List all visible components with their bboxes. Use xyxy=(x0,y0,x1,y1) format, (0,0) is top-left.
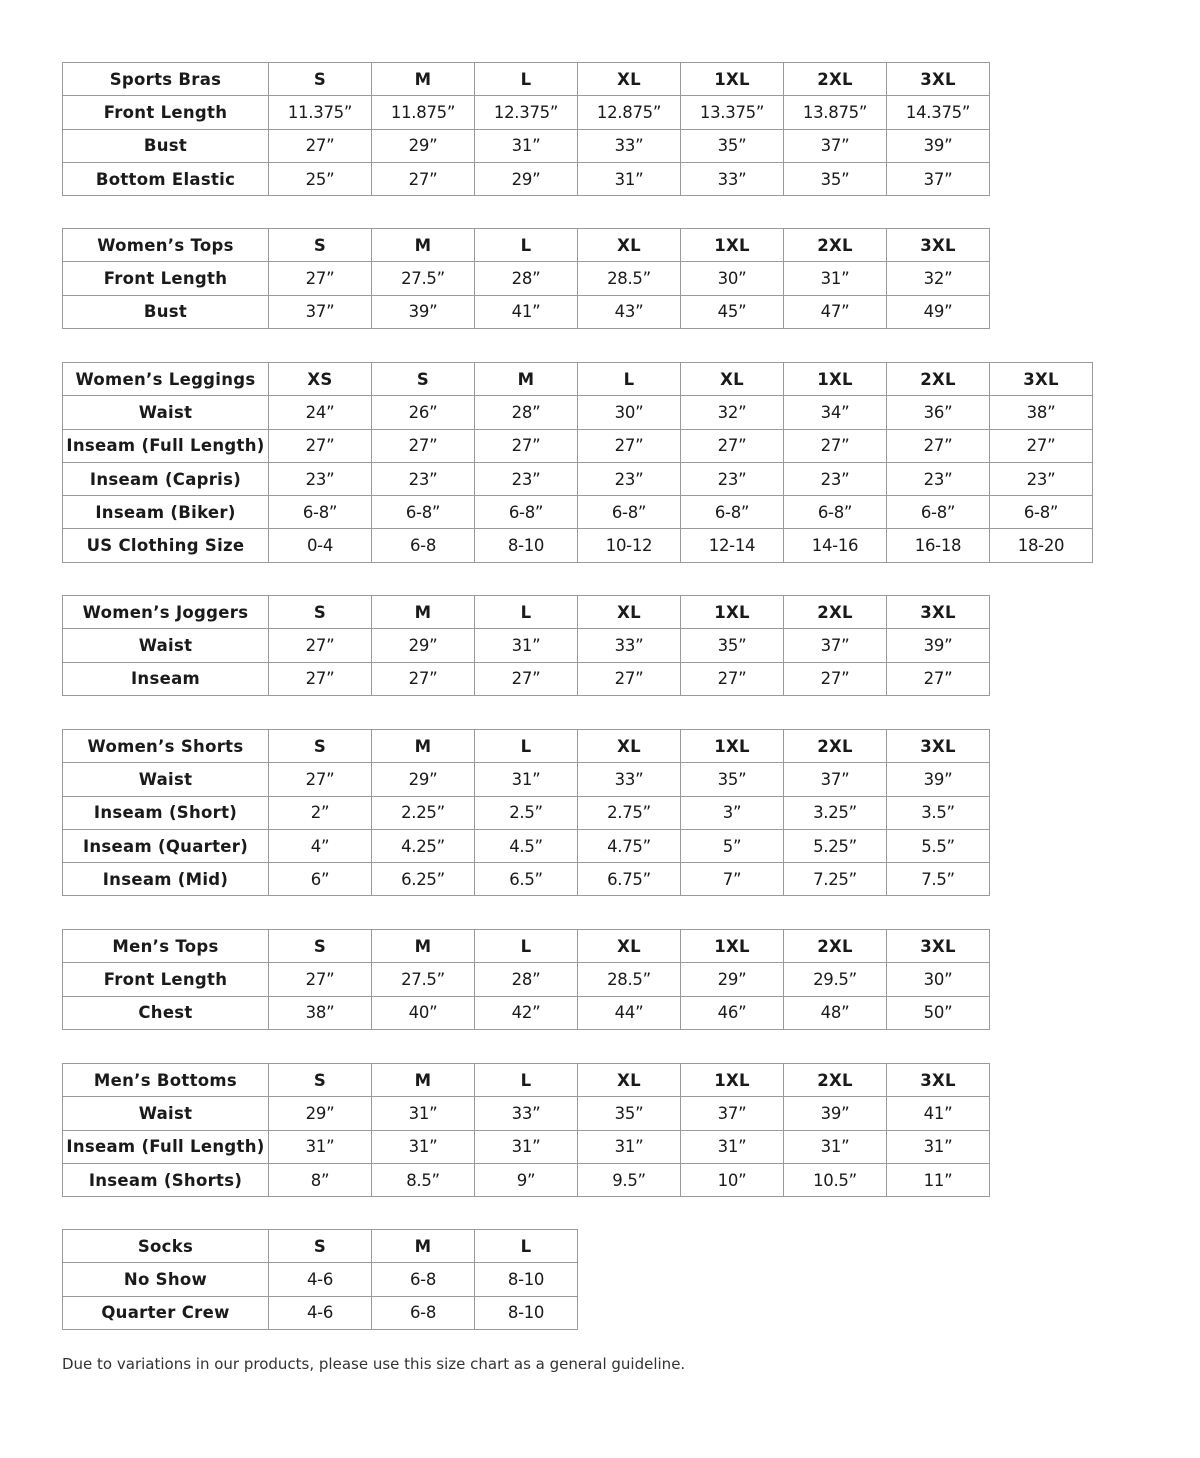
measurement-cell: 6.75” xyxy=(578,863,681,896)
measurement-cell: 27” xyxy=(681,429,784,462)
measurement-cell: 27” xyxy=(269,429,372,462)
table-row xyxy=(63,396,1093,429)
table-row xyxy=(63,662,990,695)
measurement-cell: 37” xyxy=(784,629,887,662)
measurement-cell: 48” xyxy=(784,996,887,1029)
measurement-cell: 31” xyxy=(784,262,887,295)
size-header: 2XL xyxy=(784,730,887,763)
measurement-cell: 2.25” xyxy=(372,796,475,829)
row-label: US Clothing Size xyxy=(63,529,269,562)
table-title: Women’s Leggings xyxy=(63,363,269,396)
measurement-cell: 23” xyxy=(784,462,887,495)
sports-bras-table xyxy=(62,62,990,196)
size-header: S xyxy=(269,229,372,262)
table-row xyxy=(63,1263,578,1296)
measurement-cell: 14-16 xyxy=(784,529,887,562)
table-title: Men’s Tops xyxy=(63,930,269,963)
measurement-cell: 6-8” xyxy=(475,496,578,529)
measurement-cell: 6-8” xyxy=(372,496,475,529)
measurement-cell: 37” xyxy=(784,763,887,796)
measurement-cell: 27” xyxy=(269,129,372,162)
size-header: M xyxy=(372,1230,475,1263)
footnote: Due to variations in our products, please use this size chart as a general guideline. xyxy=(62,1355,686,1373)
measurement-cell: 6-8” xyxy=(990,496,1093,529)
measurement-cell: 28.5” xyxy=(578,963,681,996)
measurement-cell: 4” xyxy=(269,829,372,862)
row-label: Inseam (Biker) xyxy=(63,496,269,529)
measurement-cell: 35” xyxy=(681,129,784,162)
measurement-cell: 9” xyxy=(475,1163,578,1196)
row-label: Waist xyxy=(63,396,269,429)
size-header: XL xyxy=(578,730,681,763)
measurement-cell: 31” xyxy=(578,162,681,195)
measurement-cell: 27” xyxy=(269,262,372,295)
measurement-cell: 27.5” xyxy=(372,262,475,295)
measurement-cell: 6-8 xyxy=(372,1263,475,1296)
measurement-cell: 29” xyxy=(269,1097,372,1130)
table-row xyxy=(63,763,990,796)
size-header: L xyxy=(578,363,681,396)
row-label: Front Length xyxy=(63,262,269,295)
table-header-row xyxy=(63,1064,990,1097)
measurement-cell: 29” xyxy=(681,963,784,996)
mens-bottoms-table xyxy=(62,1063,990,1197)
measurement-cell: 37” xyxy=(887,162,990,195)
measurement-cell: 8-10 xyxy=(475,529,578,562)
table-title: Women’s Joggers xyxy=(63,596,269,629)
size-header: 2XL xyxy=(784,596,887,629)
womens-leggings-table xyxy=(62,362,1093,563)
table-row xyxy=(63,529,1093,562)
size-header: XL xyxy=(578,930,681,963)
table-row xyxy=(63,129,990,162)
measurement-cell: 31” xyxy=(475,763,578,796)
measurement-cell: 30” xyxy=(578,396,681,429)
measurement-cell: 33” xyxy=(681,162,784,195)
measurement-cell: 27” xyxy=(269,629,372,662)
row-label: Quarter Crew xyxy=(63,1296,269,1329)
measurement-cell: 10-12 xyxy=(578,529,681,562)
measurement-cell: 4-6 xyxy=(269,1296,372,1329)
measurement-cell: 49” xyxy=(887,295,990,328)
size-header: XS xyxy=(269,363,372,396)
measurement-cell: 23” xyxy=(990,462,1093,495)
table-row xyxy=(63,1130,990,1163)
measurement-cell: 31” xyxy=(578,1130,681,1163)
table-title: Men’s Bottoms xyxy=(63,1064,269,1097)
size-header: 1XL xyxy=(681,596,784,629)
measurement-cell: 23” xyxy=(681,462,784,495)
measurement-cell: 4.75” xyxy=(578,829,681,862)
measurement-cell: 47” xyxy=(784,295,887,328)
measurement-cell: 0-4 xyxy=(269,529,372,562)
measurement-cell: 5.25” xyxy=(784,829,887,862)
measurement-cell: 27.5” xyxy=(372,963,475,996)
measurement-cell: 27” xyxy=(269,963,372,996)
measurement-cell: 6.5” xyxy=(475,863,578,896)
measurement-cell: 44” xyxy=(578,996,681,1029)
size-header: 2XL xyxy=(784,229,887,262)
size-header: S xyxy=(269,1230,372,1263)
size-header: L xyxy=(475,730,578,763)
measurement-cell: 8” xyxy=(269,1163,372,1196)
table-row xyxy=(63,963,990,996)
measurement-cell: 23” xyxy=(475,462,578,495)
row-label: Front Length xyxy=(63,963,269,996)
measurement-cell: 39” xyxy=(887,629,990,662)
size-header: XL xyxy=(578,596,681,629)
size-header: 3XL xyxy=(887,1064,990,1097)
measurement-cell: 32” xyxy=(887,262,990,295)
size-header: L xyxy=(475,930,578,963)
size-header: S xyxy=(269,1064,372,1097)
table-header-row xyxy=(63,930,990,963)
size-header: M xyxy=(372,63,475,96)
row-label: Front Length xyxy=(63,96,269,129)
table-header-row xyxy=(63,363,1093,396)
row-label: Inseam (Capris) xyxy=(63,462,269,495)
measurement-cell: 18-20 xyxy=(990,529,1093,562)
size-header: M xyxy=(475,363,578,396)
table-row xyxy=(63,496,1093,529)
measurement-cell: 29” xyxy=(475,162,578,195)
measurement-cell: 43” xyxy=(578,295,681,328)
row-label: Bust xyxy=(63,129,269,162)
measurement-cell: 7” xyxy=(681,863,784,896)
measurement-cell: 41” xyxy=(475,295,578,328)
size-header: 3XL xyxy=(887,63,990,96)
size-header: S xyxy=(269,730,372,763)
measurement-cell: 39” xyxy=(887,129,990,162)
measurement-cell: 11.875” xyxy=(372,96,475,129)
measurement-cell: 42” xyxy=(475,996,578,1029)
size-header: 1XL xyxy=(784,363,887,396)
measurement-cell: 35” xyxy=(784,162,887,195)
row-label: Bottom Elastic xyxy=(63,162,269,195)
measurement-cell: 29” xyxy=(372,129,475,162)
size-header: L xyxy=(475,229,578,262)
size-header: 2XL xyxy=(784,63,887,96)
measurement-cell: 30” xyxy=(681,262,784,295)
measurement-cell: 6-8 xyxy=(372,529,475,562)
table-row xyxy=(63,162,990,195)
table-row xyxy=(63,96,990,129)
measurement-cell: 32” xyxy=(681,396,784,429)
measurement-cell: 23” xyxy=(269,462,372,495)
size-header: 2XL xyxy=(887,363,990,396)
measurement-cell: 34” xyxy=(784,396,887,429)
measurement-cell: 23” xyxy=(887,462,990,495)
measurement-cell: 27” xyxy=(475,429,578,462)
measurement-cell: 50” xyxy=(887,996,990,1029)
size-header: 3XL xyxy=(887,730,990,763)
row-label: Inseam (Short) xyxy=(63,796,269,829)
measurement-cell: 45” xyxy=(681,295,784,328)
measurement-cell: 2” xyxy=(269,796,372,829)
measurement-cell: 31” xyxy=(475,1130,578,1163)
size-header: L xyxy=(475,63,578,96)
table-header-row xyxy=(63,596,990,629)
measurement-cell: 27” xyxy=(578,662,681,695)
size-header: M xyxy=(372,229,475,262)
measurement-cell: 3.25” xyxy=(784,796,887,829)
table-header-row xyxy=(63,1230,578,1263)
measurement-cell: 11” xyxy=(887,1163,990,1196)
measurement-cell: 31” xyxy=(372,1097,475,1130)
measurement-cell: 28” xyxy=(475,963,578,996)
measurement-cell: 3.5” xyxy=(887,796,990,829)
measurement-cell: 14.375” xyxy=(887,96,990,129)
size-header: 3XL xyxy=(887,596,990,629)
row-label: Inseam xyxy=(63,662,269,695)
measurement-cell: 29.5” xyxy=(784,963,887,996)
measurement-cell: 35” xyxy=(578,1097,681,1130)
size-header: 3XL xyxy=(887,229,990,262)
measurement-cell: 46” xyxy=(681,996,784,1029)
table-row xyxy=(63,462,1093,495)
measurement-cell: 10” xyxy=(681,1163,784,1196)
table-title: Sports Bras xyxy=(63,63,269,96)
measurement-cell: 36” xyxy=(887,396,990,429)
measurement-cell: 37” xyxy=(269,295,372,328)
measurement-cell: 37” xyxy=(784,129,887,162)
measurement-cell: 24” xyxy=(269,396,372,429)
measurement-cell: 27” xyxy=(681,662,784,695)
measurement-cell: 8-10 xyxy=(475,1296,578,1329)
measurement-cell: 38” xyxy=(269,996,372,1029)
measurement-cell: 33” xyxy=(475,1097,578,1130)
measurement-cell: 27” xyxy=(887,662,990,695)
table-title: Socks xyxy=(63,1230,269,1263)
measurement-cell: 23” xyxy=(372,462,475,495)
size-header: L xyxy=(475,596,578,629)
row-label: Waist xyxy=(63,629,269,662)
measurement-cell: 23” xyxy=(578,462,681,495)
measurement-cell: 6” xyxy=(269,863,372,896)
table-row xyxy=(63,262,990,295)
measurement-cell: 27” xyxy=(475,662,578,695)
size-header: S xyxy=(269,63,372,96)
row-label: Waist xyxy=(63,763,269,796)
table-row xyxy=(63,829,990,862)
measurement-cell: 9.5” xyxy=(578,1163,681,1196)
measurement-cell: 28” xyxy=(475,262,578,295)
measurement-cell: 27” xyxy=(784,429,887,462)
measurement-cell: 31” xyxy=(784,1130,887,1163)
measurement-cell: 6-8 xyxy=(372,1296,475,1329)
measurement-cell: 4.5” xyxy=(475,829,578,862)
measurement-cell: 7.25” xyxy=(784,863,887,896)
measurement-cell: 13.875” xyxy=(784,96,887,129)
measurement-cell: 41” xyxy=(887,1097,990,1130)
measurement-cell: 29” xyxy=(372,763,475,796)
measurement-cell: 6-8” xyxy=(681,496,784,529)
measurement-cell: 39” xyxy=(372,295,475,328)
measurement-cell: 2.75” xyxy=(578,796,681,829)
measurement-cell: 27” xyxy=(269,763,372,796)
womens-tops-table xyxy=(62,228,990,329)
size-header: L xyxy=(475,1064,578,1097)
table-row xyxy=(63,1097,990,1130)
table-row xyxy=(63,629,990,662)
measurement-cell: 4-6 xyxy=(269,1263,372,1296)
table-title: Women’s Tops xyxy=(63,229,269,262)
size-header: 3XL xyxy=(887,930,990,963)
table-row xyxy=(63,295,990,328)
table-row xyxy=(63,796,990,829)
size-header: S xyxy=(269,596,372,629)
measurement-cell: 12-14 xyxy=(681,529,784,562)
table-header-row xyxy=(63,730,990,763)
size-header: 3XL xyxy=(990,363,1093,396)
measurement-cell: 6-8” xyxy=(887,496,990,529)
table-header-row xyxy=(63,229,990,262)
size-header: 2XL xyxy=(784,930,887,963)
measurement-cell: 31” xyxy=(475,129,578,162)
measurement-cell: 40” xyxy=(372,996,475,1029)
measurement-cell: 37” xyxy=(681,1097,784,1130)
socks-table xyxy=(62,1229,578,1330)
size-header: L xyxy=(475,1230,578,1263)
measurement-cell: 4.25” xyxy=(372,829,475,862)
measurement-cell: 6-8” xyxy=(269,496,372,529)
measurement-cell: 35” xyxy=(681,763,784,796)
measurement-cell: 28.5” xyxy=(578,262,681,295)
row-label: Chest xyxy=(63,996,269,1029)
measurement-cell: 8.5” xyxy=(372,1163,475,1196)
measurement-cell: 28” xyxy=(475,396,578,429)
table-row xyxy=(63,996,990,1029)
measurement-cell: 27” xyxy=(372,162,475,195)
measurement-cell: 33” xyxy=(578,763,681,796)
measurement-cell: 31” xyxy=(269,1130,372,1163)
measurement-cell: 26” xyxy=(372,396,475,429)
size-header: XL xyxy=(578,63,681,96)
womens-shorts-table xyxy=(62,729,990,896)
size-header: 1XL xyxy=(681,730,784,763)
size-header: M xyxy=(372,596,475,629)
row-label: No Show xyxy=(63,1263,269,1296)
mens-tops-table xyxy=(62,929,990,1030)
row-label: Inseam (Shorts) xyxy=(63,1163,269,1196)
size-header: 2XL xyxy=(784,1064,887,1097)
measurement-cell: 31” xyxy=(372,1130,475,1163)
row-label: Inseam (Mid) xyxy=(63,863,269,896)
measurement-cell: 6.25” xyxy=(372,863,475,896)
measurement-cell: 27” xyxy=(372,429,475,462)
size-header: 1XL xyxy=(681,1064,784,1097)
row-label: Inseam (Full Length) xyxy=(63,429,269,462)
measurement-cell: 27” xyxy=(372,662,475,695)
table-header-row xyxy=(63,63,990,96)
measurement-cell: 5” xyxy=(681,829,784,862)
measurement-cell: 2.5” xyxy=(475,796,578,829)
measurement-cell: 27” xyxy=(887,429,990,462)
table-row xyxy=(63,1163,990,1196)
table-row xyxy=(63,863,990,896)
measurement-cell: 35” xyxy=(681,629,784,662)
size-header: 1XL xyxy=(681,63,784,96)
measurement-cell: 12.875” xyxy=(578,96,681,129)
size-header: XL xyxy=(578,1064,681,1097)
table-row xyxy=(63,429,1093,462)
size-header: S xyxy=(372,363,475,396)
size-header: S xyxy=(269,930,372,963)
measurement-cell: 25” xyxy=(269,162,372,195)
measurement-cell: 8-10 xyxy=(475,1263,578,1296)
measurement-cell: 3” xyxy=(681,796,784,829)
table-row xyxy=(63,1296,578,1329)
row-label: Inseam (Full Length) xyxy=(63,1130,269,1163)
row-label: Bust xyxy=(63,295,269,328)
measurement-cell: 27” xyxy=(269,662,372,695)
measurement-cell: 27” xyxy=(578,429,681,462)
measurement-cell: 39” xyxy=(784,1097,887,1130)
row-label: Waist xyxy=(63,1097,269,1130)
size-header: M xyxy=(372,930,475,963)
size-header: XL xyxy=(681,363,784,396)
measurement-cell: 7.5” xyxy=(887,863,990,896)
measurement-cell: 31” xyxy=(681,1130,784,1163)
measurement-cell: 33” xyxy=(578,129,681,162)
womens-joggers-table xyxy=(62,595,990,696)
size-header: 1XL xyxy=(681,229,784,262)
table-title: Women’s Shorts xyxy=(63,730,269,763)
measurement-cell: 10.5” xyxy=(784,1163,887,1196)
measurement-cell: 38” xyxy=(990,396,1093,429)
measurement-cell: 5.5” xyxy=(887,829,990,862)
measurement-cell: 12.375” xyxy=(475,96,578,129)
measurement-cell: 6-8” xyxy=(578,496,681,529)
measurement-cell: 33” xyxy=(578,629,681,662)
measurement-cell: 13.375” xyxy=(681,96,784,129)
measurement-cell: 31” xyxy=(475,629,578,662)
size-header: 1XL xyxy=(681,930,784,963)
measurement-cell: 16-18 xyxy=(887,529,990,562)
measurement-cell: 29” xyxy=(372,629,475,662)
measurement-cell: 27” xyxy=(784,662,887,695)
measurement-cell: 27” xyxy=(990,429,1093,462)
size-header: XL xyxy=(578,229,681,262)
measurement-cell: 11.375” xyxy=(269,96,372,129)
measurement-cell: 6-8” xyxy=(784,496,887,529)
size-header: M xyxy=(372,730,475,763)
size-header: M xyxy=(372,1064,475,1097)
measurement-cell: 39” xyxy=(887,763,990,796)
measurement-cell: 31” xyxy=(887,1130,990,1163)
measurement-cell: 30” xyxy=(887,963,990,996)
row-label: Inseam (Quarter) xyxy=(63,829,269,862)
